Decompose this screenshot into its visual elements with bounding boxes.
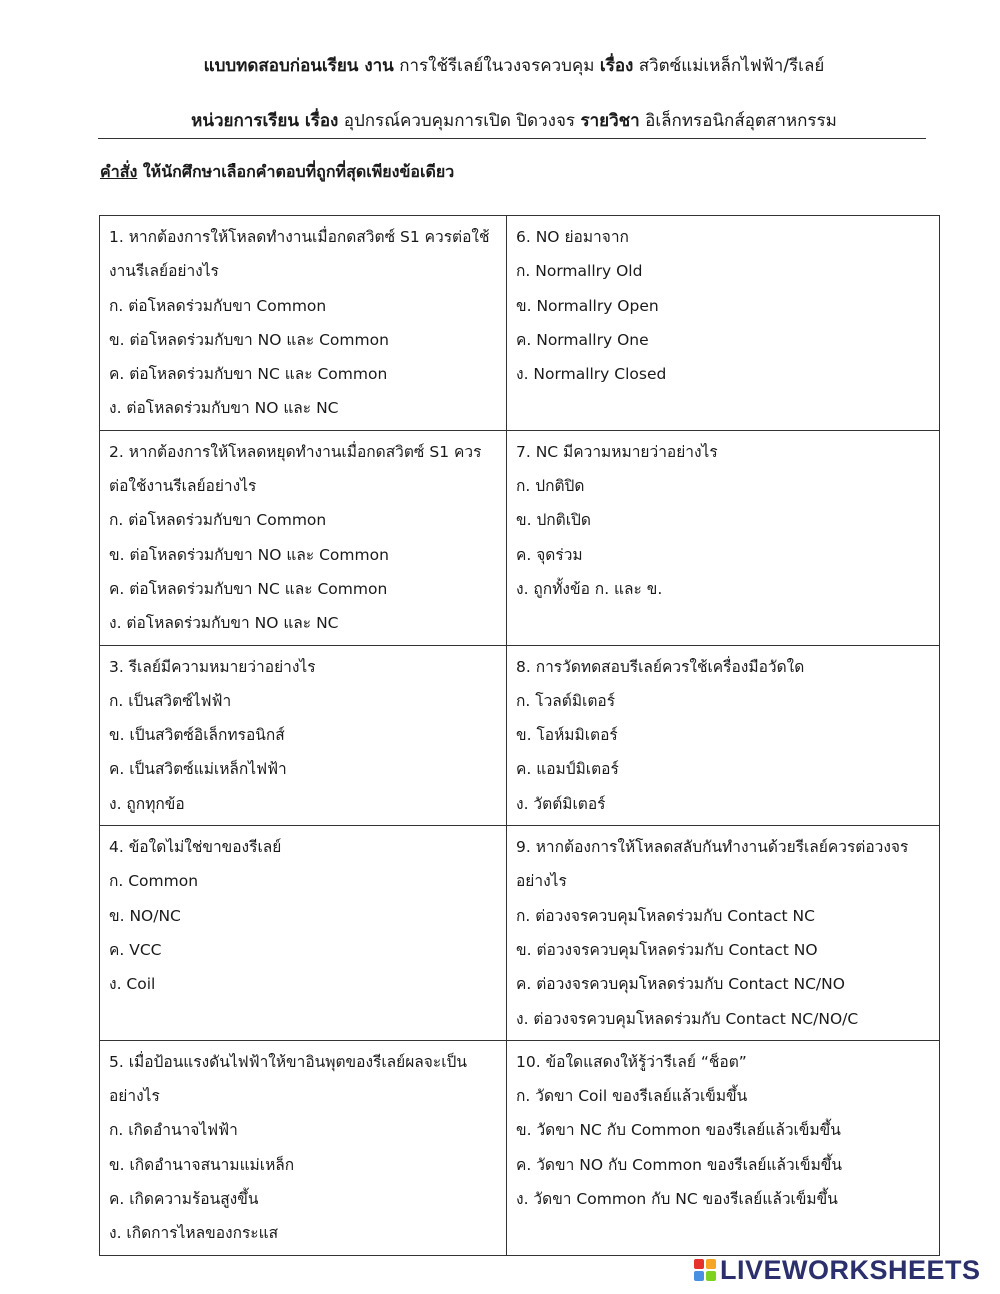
logo-square (694, 1271, 704, 1281)
question-cell (507, 216, 940, 431)
answer-choice[interactable]: ง. วัดขา Common กับ NC ของรีเลย์แล้วเข็มขึ้น (516, 1190, 838, 1209)
answer-choice[interactable]: ข. วัดขา NC กับ Common ของรีเลย์แล้วเข็มขึ้น (516, 1121, 841, 1140)
answer-choice[interactable]: ก. ปกติปิด (516, 477, 585, 496)
liveworksheets-brand (694, 1255, 981, 1285)
title-segment: การใช้รีเลย์ในวงจรควบคุม (393, 56, 600, 76)
title-line-1 (14, 52, 1000, 79)
title-line-2 (14, 107, 1000, 134)
answer-choice[interactable]: ค. แอมป์มิเตอร์ (516, 760, 619, 779)
answer-choice[interactable]: ง. ต่อวงจรควบคุมโหลดร่วมกับ Contact NC/NO/C (516, 1009, 859, 1028)
title-segment: สวิตซ์แม่เหล็กไฟฟ้า/รีเลย์ (633, 56, 825, 76)
title-segment: อุปกรณ์ควบคุมการเปิด ปิดวงจร (338, 111, 581, 131)
question-text: 5. เมื่อป้อนแรงดันไฟฟ้าให้ขาอินพุตของรีเลย์ผลจะเป็น (109, 1052, 467, 1071)
answer-choice[interactable]: ง. ถูกทุกข้อ (109, 794, 185, 813)
logo-square (706, 1271, 716, 1281)
question-cell (100, 1040, 507, 1255)
answer-choice[interactable]: ง. เกิดการไหลของกระแส (109, 1224, 279, 1243)
question-text: 10. ข้อใดแสดงให้รู้ว่ารีเลย์ “ช็อต” (516, 1052, 747, 1071)
question-cell (100, 826, 507, 1041)
title-segment: อิเล็กทรอนิกส์อุตสาหกรรม (639, 111, 837, 131)
title-segment: เรื่อง (599, 56, 634, 76)
answer-choice[interactable]: ก. วัดขา Coil ของรีเลย์แล้วเข็มขึ้น (516, 1087, 748, 1106)
question-cell (100, 645, 507, 825)
answer-choice[interactable]: ก. Common (109, 872, 199, 891)
question-text: 9. หากต้องการให้โหลดสลับกันทำงานด้วยรีเลย์ควรต่อวงจร (516, 838, 909, 857)
title-segment: รายวิชา (580, 111, 640, 131)
answer-choice[interactable]: ข. ต่อวงจรควบคุมโหลดร่วมกับ Contact NO (516, 940, 818, 959)
answer-choice[interactable]: ข. เป็นสวิตซ์อิเล็กทรอนิกส์ (109, 726, 285, 745)
question-text: 3. รีเลย์มีความหมายว่าอย่างไร (109, 657, 316, 676)
liveworksheets-logo-icon (694, 1259, 716, 1281)
answer-choice[interactable]: ข. ต่อโหลดร่วมกับขา NO และ Common (109, 330, 389, 349)
instruction-text: ให้นักศึกษาเลือกคำตอบที่ถูกที่สุดเพียงข้อเดียว (137, 162, 455, 181)
answer-choice[interactable]: ง. Coil (109, 975, 156, 994)
answer-choice[interactable]: ก. โวลต์มิเตอร์ (516, 691, 616, 710)
answer-choice[interactable]: ค. เกิดความร้อนสูงขึ้น (109, 1190, 259, 1209)
table-row (100, 430, 940, 645)
question-cell (100, 216, 507, 431)
answer-choice[interactable]: ข. Normallry Open (516, 296, 659, 315)
header-divider (98, 138, 926, 139)
answer-choice[interactable]: ข. ปกติเปิด (516, 511, 591, 530)
brand-name: LIVEWORKSHEETS (720, 1254, 981, 1285)
answer-choice[interactable]: ง. วัตต์มิเตอร์ (516, 794, 606, 813)
answer-choice[interactable]: ง. Normallry Closed (516, 365, 667, 384)
answer-choice[interactable]: ก. Normallry Old (516, 262, 643, 281)
answer-choice[interactable]: ข. NO/NC (109, 906, 181, 925)
answer-choice[interactable]: ค. ต่อโหลดร่วมกับขา NC และ Common (109, 579, 388, 598)
answer-choice[interactable]: ค. จุดร่วม (516, 545, 583, 564)
table-row (100, 1040, 940, 1255)
answer-choice[interactable]: ข. ต่อโหลดร่วมกับขา NO และ Common (109, 545, 389, 564)
answer-choice[interactable]: ค. วัดขา NO กับ Common ของรีเลย์แล้วเข็มขึ้น (516, 1155, 842, 1174)
quiz-table (99, 215, 940, 1256)
answer-choice[interactable]: ง. ต่อโหลดร่วมกับขา NO และ NC (109, 399, 339, 418)
question-text: 1. หากต้องการให้โหลดทำงานเมื่อกดสวิตซ์ S1 ควรต่อใช้ (109, 228, 490, 246)
title-segment: หน่วยการเรียน เรื่อง (191, 111, 339, 131)
question-text: อย่างไร (109, 1087, 160, 1106)
question-text: 7. NC มีความหมายว่าอย่างไร (516, 442, 718, 461)
answer-choice[interactable]: ค. Normallry One (516, 330, 649, 349)
question-cell (507, 645, 940, 825)
answer-choice[interactable]: ค. ต่อวงจรควบคุมโหลดร่วมกับ Contact NC/NO (516, 975, 845, 994)
question-text: 4. ข้อใดไม่ใช่ขาของรีเลย์ (109, 838, 282, 857)
table-row (100, 826, 940, 1041)
answer-choice[interactable]: ค. VCC (109, 940, 162, 959)
table-row (100, 645, 940, 825)
answer-choice[interactable]: ง. ต่อโหลดร่วมกับขา NO และ NC (109, 614, 339, 633)
instruction (100, 160, 454, 185)
question-cell (100, 430, 507, 645)
answer-choice[interactable]: ก. ต่อโหลดร่วมกับขา Common (109, 296, 327, 315)
answer-choice[interactable]: ก. เป็นสวิตซ์ไฟฟ้า (109, 691, 232, 710)
question-text: งานรีเลย์อย่างไร (109, 262, 219, 281)
question-cell (507, 430, 940, 645)
answer-choice[interactable]: ข. เกิดอำนาจสนามแม่เหล็ก (109, 1155, 295, 1174)
answer-choice[interactable]: ง. ถูกทั้งข้อ ก. และ ข. (516, 579, 663, 598)
question-text: 8. การวัดทดสอบรีเลย์ควรใช้เครื่องมือวัดใด (516, 657, 805, 676)
logo-square (694, 1259, 704, 1269)
question-text: ต่อใช้งานรีเลย์อย่างไร (109, 477, 257, 496)
answer-choice[interactable]: ค. เป็นสวิตซ์แม่เหล็กไฟฟ้า (109, 760, 287, 779)
answer-choice[interactable]: ข. โอห์มมิเตอร์ (516, 726, 618, 745)
question-text: อย่างไร (516, 872, 567, 891)
question-cell (507, 1040, 940, 1255)
instruction-label: คำสั่ง (100, 162, 138, 181)
table-row (100, 216, 940, 431)
question-text: 2. หากต้องการให้โหลดหยุดทำงานเมื่อกดสวิตซ์ S1 ควร (109, 442, 482, 461)
question-text: 6. NO ย่อมาจาก (516, 228, 629, 246)
answer-choice[interactable]: ค. ต่อโหลดร่วมกับขา NC และ Common (109, 365, 388, 384)
question-cell (507, 826, 940, 1041)
logo-square (706, 1259, 716, 1269)
answer-choice[interactable]: ก. เกิดอำนาจไฟฟ้า (109, 1121, 238, 1140)
answer-choice[interactable]: ก. ต่อโหลดร่วมกับขา Common (109, 511, 327, 530)
answer-choice[interactable]: ก. ต่อวงจรควบคุมโหลดร่วมกับ Contact NC (516, 906, 815, 925)
title-segment: แบบทดสอบก่อนเรียน งาน (203, 56, 394, 76)
